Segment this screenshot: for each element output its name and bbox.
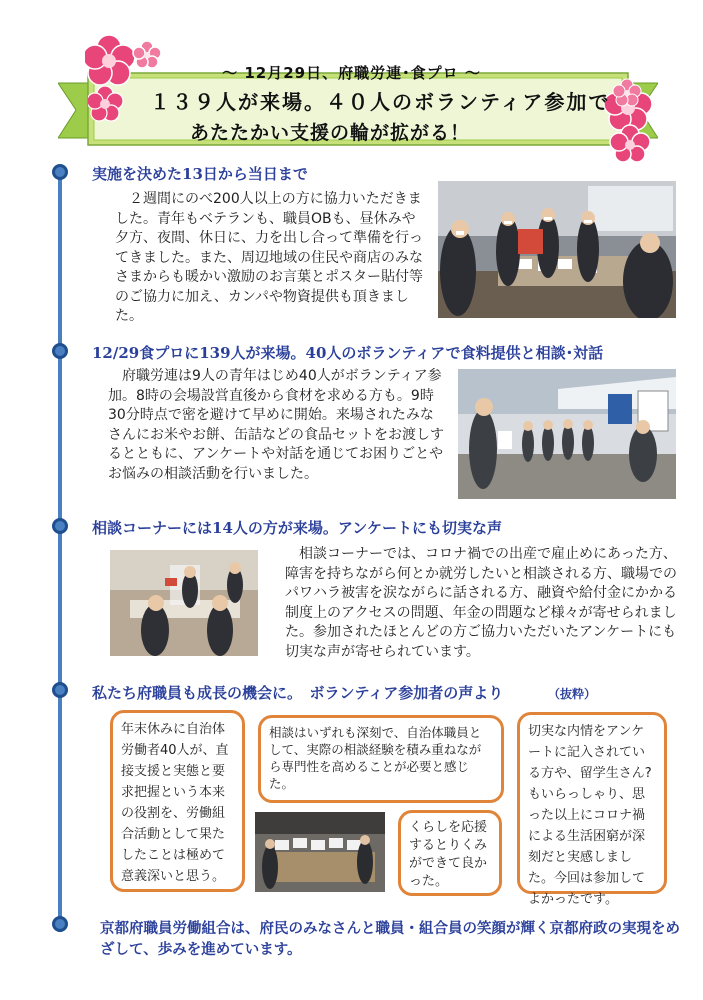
- timeline-line: [58, 172, 62, 932]
- timeline-dot: [52, 343, 68, 359]
- header-subtitle: ～ 12月29日、府職労連･食プロ ～: [222, 64, 481, 82]
- section-heading: 実施を決めた13日から当日まで: [92, 165, 308, 183]
- timeline-dot: [52, 682, 68, 698]
- section-heading: 12/29食プロに139人が来場。40人のボランティアで食料提供と相談･対話: [92, 344, 604, 362]
- footer-message: 京都府職員労働組合は、府民のみなさんと職員・組合員の笑顔が輝く京都府政の実現をめざして、歩みを進めています。: [100, 920, 680, 958]
- photo-food-packing: [255, 812, 385, 892]
- timeline-dot: [52, 164, 68, 180]
- voice-bubble: 相談はいずれも深刻で、自治体職員として、実際の相談経験を積み重ねながら専門性を高めることが必要と感じた。: [258, 715, 504, 803]
- timeline-dot: [52, 518, 68, 534]
- section-heading: 私たち府職員も成長の機会に。 ボランティア参加者の声より: [92, 684, 504, 702]
- photo-preparation: [438, 181, 676, 318]
- voice-bubble: くらしを応援するとりくみができて良かった。: [398, 810, 502, 896]
- photo-event-venue: [458, 369, 676, 499]
- timeline-dot: [52, 916, 68, 932]
- section-body: 相談コーナーでは、コロナ禍での出産で雇止めにあった方、障害を持ちながら何とか就労したいと相談される方、職場でのパワハラ被害を涙ながらに話される方、融資や給付金にかかる制度上のアクセスの問題、年金の問題など様々が寄せられました。参加されたほとんどの方ご協力いただいたアンケートにも切実な声が寄せられています。: [285, 546, 677, 660]
- photo-consultation-corner: [110, 550, 258, 656]
- plum-flower-icon: [88, 86, 128, 126]
- page-title-line1: １３９人が来場。４０人のボランティア参加で: [150, 90, 611, 114]
- section-body: ２週間にのべ200人以上の方に協力いただきました。青年もベテランも、職員OBも、昼休みや夕方、夜間、休日に、力を出し合って準備を行ってきました。また、周辺地域の住民や商店のみなさまからも暖かい激励のお言葉とポスター貼付等のご協力に加え、カンパや物資提供も頂きました。: [115, 191, 423, 324]
- heading-note: （抜粋）: [548, 687, 597, 701]
- voice-bubble: 年末休みに自治体労働者40人が、直接支援と実態と要求把握という本来の役割を、労働組合活動として果たしたことは極めて意義深いと思う。: [110, 710, 245, 892]
- section-heading: 相談コーナーには14人の方が来場。アンケートにも切実な声: [92, 519, 502, 537]
- page-title-line2: あたたかい支援の輪が拡がる！: [190, 122, 471, 144]
- section-body: 府職労連は9人の青年はじめ40人がボランティア参加。8時の会場設営直後から食材を求める方も。9時30分時点で密を避けて早めに開始。来場されたみなさんにお米やお餅、缶詰などの食品セットをお渡しするとともに、アンケートや対話を通じてお困りごとやお悩みの相談活動を行いました。: [108, 368, 444, 482]
- voice-bubble: 切実な内情をアンケートに記入されている方や、留学生さん?もいらっしゃり、思った以上にコロナ禍による生活困窮が深刻だと実感しました。今回は参加してよかったです。: [517, 712, 667, 894]
